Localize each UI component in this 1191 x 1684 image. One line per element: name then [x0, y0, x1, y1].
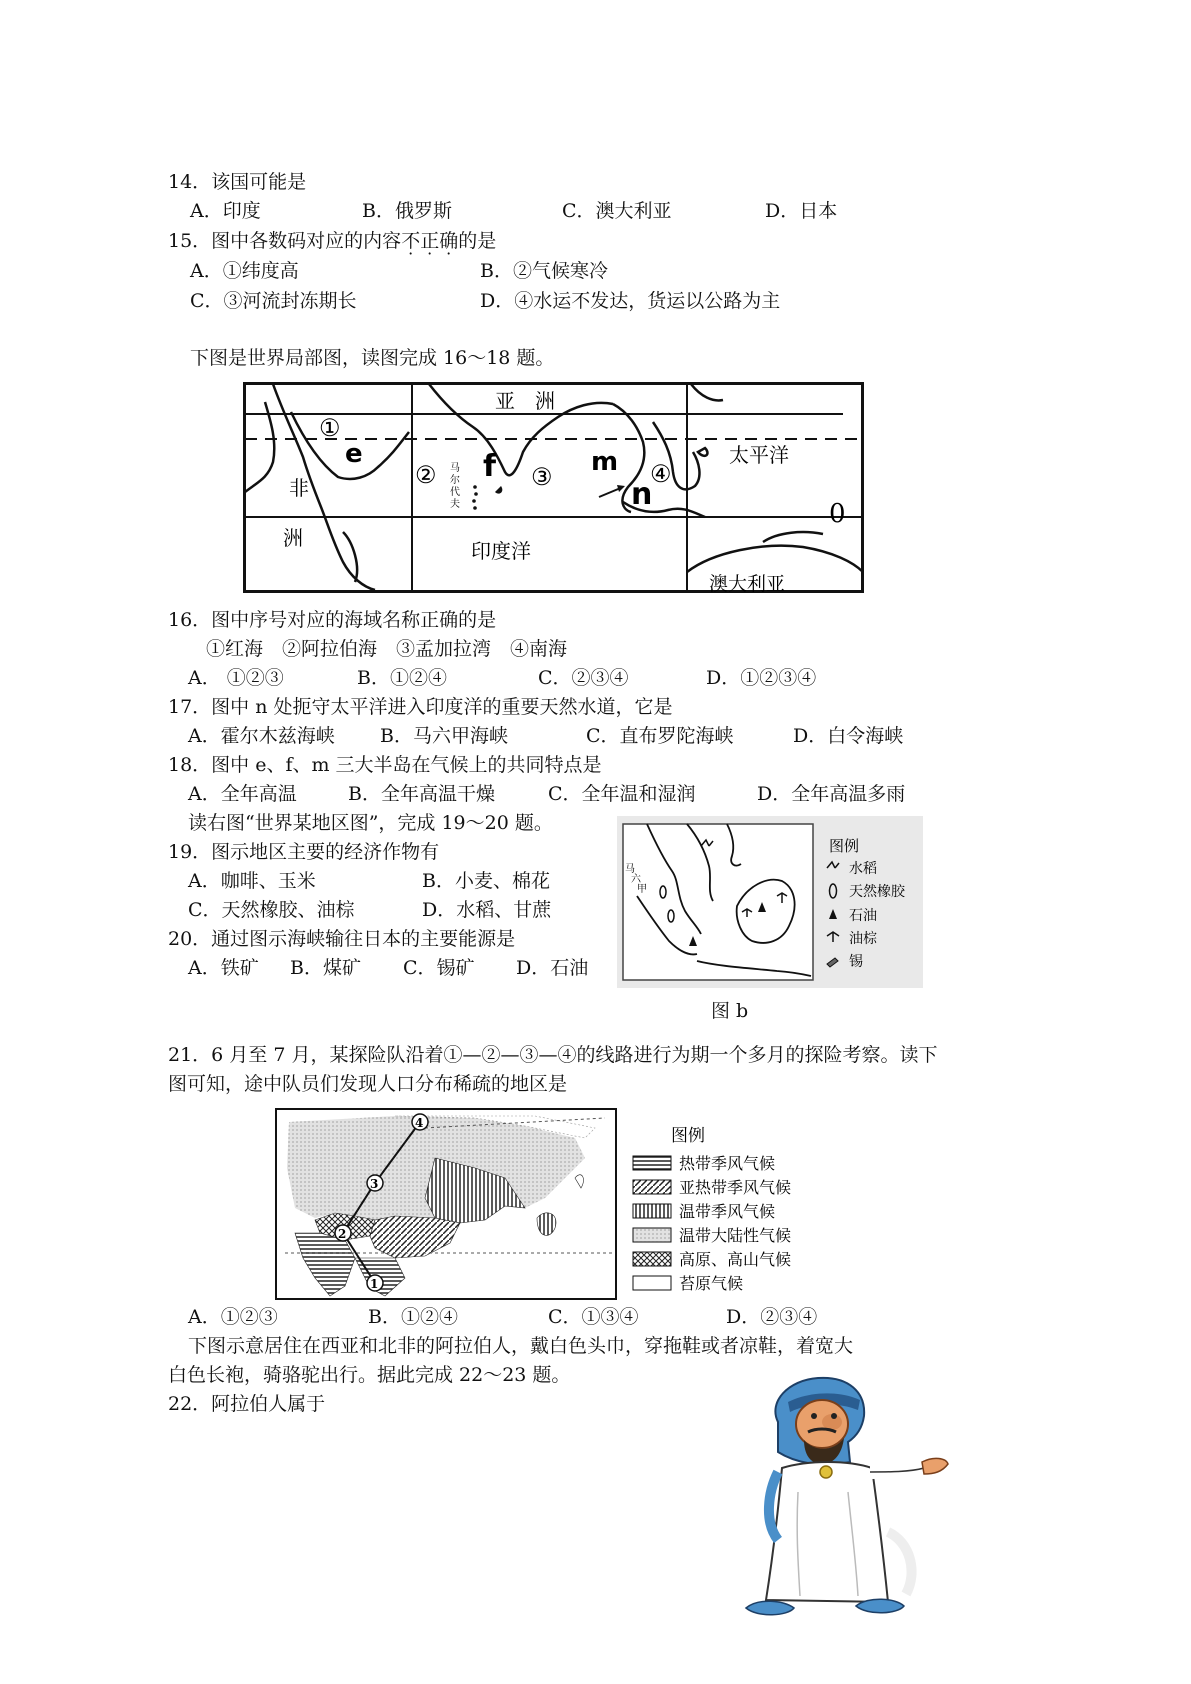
world-partial-map: [243, 382, 865, 594]
q21-option-d: D．②③④: [726, 1306, 818, 1328]
q15-option-d: D．④水运不发达，货运以公路为主: [480, 290, 781, 312]
label-malacca-1: 马: [625, 864, 635, 875]
q15-option-b: B．②气候寒冷: [480, 260, 608, 282]
q21-option-a: A．①②③: [188, 1306, 278, 1328]
legend-title: 图例: [829, 837, 860, 855]
q16-items: ①红海 ②阿拉伯海 ③孟加拉湾 ④南海: [206, 638, 568, 660]
label-malacca-3: 甲: [637, 884, 647, 895]
label-indian-ocean: 印度洋: [471, 539, 531, 563]
label-zero: 0: [829, 499, 846, 529]
q20-option-c: C．锡矿: [403, 957, 475, 979]
label-malacca-2: 六: [631, 874, 641, 885]
q21-option-b: B．①②④: [368, 1306, 458, 1328]
q18-stem: 18．图中 e、f、m 三大半岛在气候上的共同特点是: [168, 754, 602, 776]
intro-16-18: 下图是世界局部图，读图完成 16～18 题。: [190, 347, 555, 369]
q20-option-d: D．石油: [516, 957, 589, 979]
legend-temperate-continental: 温带大陆性气候: [679, 1226, 792, 1245]
legend-tin: 锡: [849, 954, 863, 970]
q16-option-a: A． ①②③: [188, 667, 284, 689]
q19-option-a: A．咖啡、玉米: [188, 870, 316, 892]
peninsula-f: f: [483, 449, 497, 484]
q20-stem: 20．通过图示海峡输往日本的主要能源是: [168, 928, 516, 950]
q22-stem: 22．阿拉伯人属于: [168, 1393, 326, 1415]
legend-temperate-monsoon: 温带季风气候: [679, 1202, 776, 1221]
label-asia: 亚 洲: [495, 389, 555, 413]
q21-stem-line2: 图可知，途中队员们发现人口分布稀疏的地区是: [168, 1073, 568, 1095]
q19-option-c: C．天然橡胶、油棕: [188, 899, 355, 921]
q16-option-c: C．②③④: [538, 667, 629, 689]
route-point-1: 1: [370, 1277, 379, 1291]
intro-22-23-line1: 下图示意居住在西亚和北非的阿拉伯人，戴白色头巾，穿拖鞋或者凉鞋，着宽大: [188, 1335, 854, 1357]
southeast-asia-map: [617, 816, 923, 988]
q19-stem: 19．图示地区主要的经济作物有: [168, 841, 440, 863]
legend-tropical-monsoon: 热带季风气候: [679, 1154, 776, 1173]
label-africa-1: 非: [289, 476, 309, 500]
label-australia: 澳大利亚: [709, 573, 786, 594]
q15-option-a: A．①纬度高: [190, 260, 299, 282]
map-b-caption: 图 b: [711, 1000, 749, 1022]
strait-n: n: [631, 477, 653, 512]
q21-option-c: C．①③④: [548, 1306, 639, 1328]
q19-option-d: D．水稻、甘蔗: [422, 899, 552, 921]
route-point-2: 2: [338, 1227, 347, 1241]
q20-option-b: B．煤矿: [290, 957, 361, 979]
q14-stem: 14．该国可能是: [168, 171, 307, 193]
legend-plateau: 高原、高山气候: [679, 1250, 792, 1269]
q19-option-b: B．小麦、棉花: [422, 870, 550, 892]
q17-stem: 17．图中 n 处扼守太平洋进入印度洋的重要天然水道，它是: [168, 696, 673, 718]
q18-option-b: B．全年高温干燥: [348, 783, 495, 805]
q21-stem-line1: 21．6 月至 7 月，某探险队沿着①—②—③—④的线路进行为期一个多月的探险考察。读下: [168, 1044, 938, 1066]
q17-option-a: A．霍尔木兹海峡: [188, 725, 335, 747]
marker-3: ③: [531, 463, 553, 491]
q14-option-b: B．俄罗斯: [362, 200, 452, 222]
q18-option-c: C．全年温和湿润: [548, 783, 696, 805]
label-pacific: 太平洋: [729, 443, 789, 467]
label-africa-2: 洲: [283, 526, 303, 550]
legend-rubber: 天然橡胶: [849, 884, 905, 900]
q15-option-c: C．③河流封冻期长: [190, 290, 357, 312]
label-maldives-3: 代: [450, 487, 460, 498]
q20-option-a: A．铁矿: [188, 957, 259, 979]
legend-palm: 油棕: [849, 931, 877, 947]
q18-option-a: A．全年高温: [188, 783, 297, 805]
q16-stem: 16．图中序号对应的海域名称正确的是: [168, 609, 497, 631]
q18-option-d: D．全年高温多雨: [757, 783, 906, 805]
label-maldives-2: 尔: [450, 475, 460, 486]
q14-option-a: A．印度: [190, 200, 261, 222]
q17-option-b: B．马六甲海峡: [380, 725, 508, 747]
legend-subtropical-monsoon: 亚热带季风气候: [679, 1178, 792, 1197]
label-maldives-1: 马: [450, 463, 460, 474]
intro-22-23-line2: 白色长袍，骑骆驼出行。据此完成 22～23 题。: [168, 1364, 571, 1386]
q15-stem: 15．图中各数码对应的内容不正确的是: [168, 230, 497, 252]
arab-man-illustration: [738, 1372, 952, 1622]
route-point-3: 3: [370, 1177, 379, 1191]
q17-option-d: D．白令海峡: [793, 725, 904, 747]
legend-tundra: 苔原气候: [679, 1274, 744, 1293]
legend-rice: 水稻: [849, 861, 877, 877]
q14-option-d: D．日本: [765, 200, 838, 222]
q16-option-b: B．①②④: [357, 667, 447, 689]
legend-oil: 石油: [849, 908, 877, 924]
marker-1: ①: [319, 414, 341, 442]
marker-4: ④: [650, 460, 672, 488]
q14-option-c: C．澳大利亚: [562, 200, 672, 222]
peninsula-m: m: [591, 447, 619, 477]
q17-option-c: C．直布罗陀海峡: [586, 725, 734, 747]
marker-2: ②: [415, 461, 437, 489]
q16-option-d: D．①②③④: [706, 667, 817, 689]
climate-legend-title: 图例: [671, 1126, 705, 1146]
label-maldives-4: 夫: [450, 499, 460, 510]
intro-19-20: 读右图“世界某地区图”，完成 19～20 题。: [188, 812, 553, 834]
peninsula-e: e: [345, 439, 363, 469]
asia-climate-map: [275, 1108, 845, 1304]
route-point-4: 4: [415, 1116, 424, 1130]
